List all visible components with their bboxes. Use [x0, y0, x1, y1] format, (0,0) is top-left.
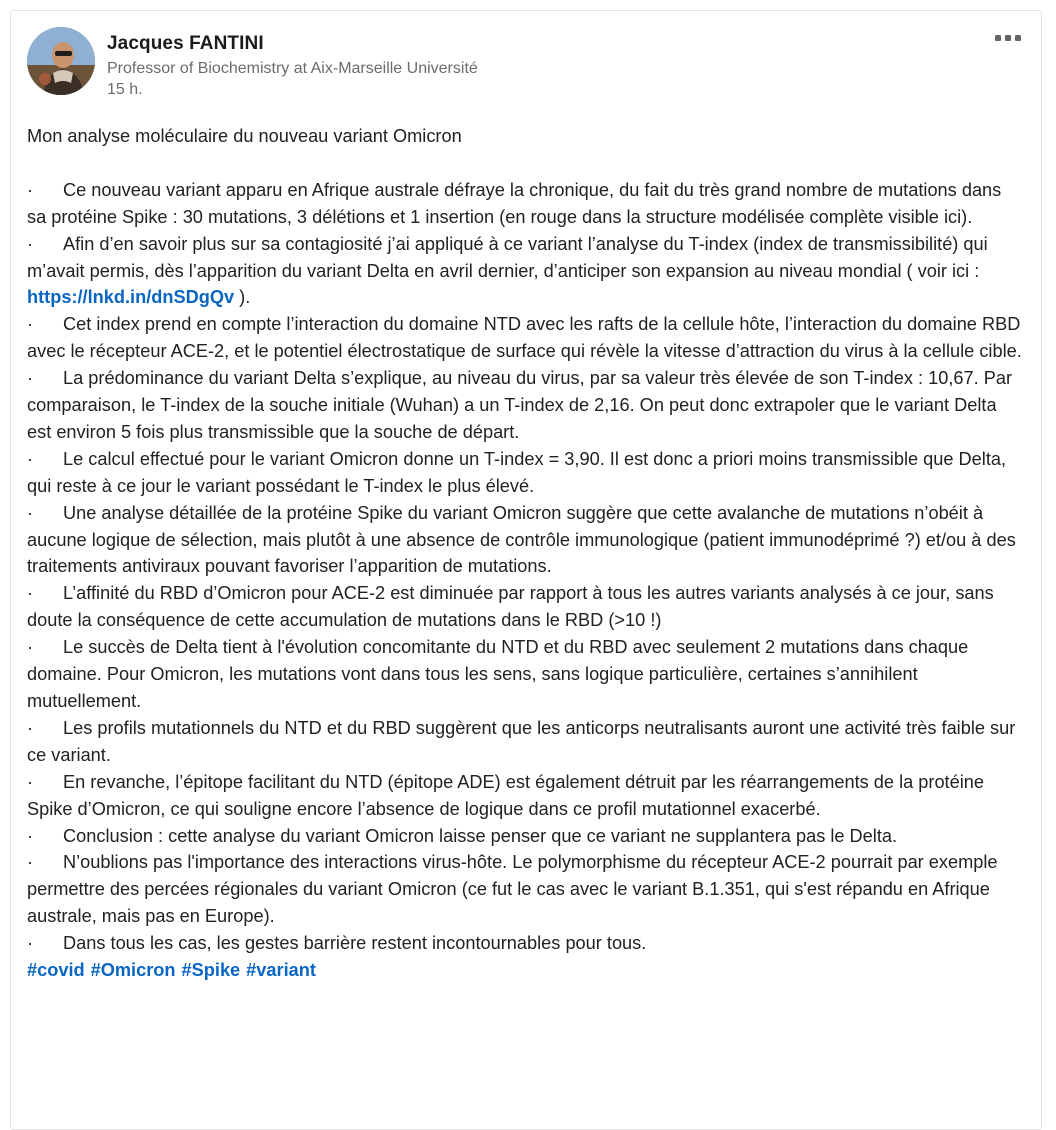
- bullet-icon: ·: [27, 933, 34, 954]
- bullet-icon: ·: [27, 825, 34, 846]
- bullet-icon: ·: [27, 233, 34, 254]
- avatar[interactable]: [27, 27, 95, 95]
- bullet-icon: ·: [27, 502, 34, 523]
- hashtag-spike[interactable]: #Spike: [181, 960, 241, 981]
- post-title: Mon analyse moléculaire du nouveau variant Omicron: [27, 126, 462, 146]
- paragraph: · Cet index prend en compte l’interaction du domaine NTD avec les rafts de la cellule hôte, l’interaction du domaine RBD avec le récepteur ACE-2, et le potentiel électrostatique de surface qui révèle la vitesse d’attraction du virus à la cellule cible.: [27, 311, 1023, 365]
- paragraph: · Conclusion : cette analyse du variant Omicron laisse penser que ce variant ne supplantera pas le Delta.: [27, 823, 1023, 850]
- more-dot: [995, 35, 1001, 41]
- paragraph: · Ce nouveau variant apparu en Afrique australe défraye la chronique, du fait du très grand nombre de mutations dans sa protéine Spike : 30 mutations, 3 délétions et 1 insertion (en rouge dans la structure modélisée complète visible ici).: [27, 177, 1023, 231]
- bullet-icon: ·: [27, 314, 34, 335]
- post-body: [27, 123, 1023, 984]
- bullet-icon: ·: [27, 448, 34, 469]
- hashtag-omicron[interactable]: #Omicron: [90, 960, 176, 981]
- paragraph: · En revanche, l’épitope facilitant du NTD (épitope ADE) est également détruit par les réarrangements de la protéine Spike d’Omicron, ce qui souligne encore l’absence de logique dans ce profil mutationnel exacerbé.: [27, 769, 1023, 823]
- post-timestamp: 15 h.: [107, 81, 143, 98]
- paragraph: · N’oublions pas l'importance des interactions virus-hôte. Le polymorphisme du récepteur ACE-2 pourrait par exemple permettre des percées régionales du variant Omicron (ce fut le cas avec le variant B.1.351, qui s'est répandu en Afrique australe, mais pas en Europe).: [27, 849, 1023, 930]
- author-headline: Professor of Biochemistry at Aix-Marseille Université: [107, 60, 478, 77]
- more-dot: [1015, 35, 1021, 41]
- bullet-icon: ·: [27, 717, 34, 738]
- bullet-icon: ·: [27, 368, 34, 389]
- bullet-icon: ·: [27, 637, 34, 658]
- bullet-icon: ·: [27, 583, 34, 604]
- paragraph: · Dans tous les cas, les gestes barrière restent incontournables pour tous.: [27, 930, 1023, 957]
- paragraph: · L’affinité du RBD d’Omicron pour ACE-2 est diminuée par rapport à tous les autres variants analysés à ce jour, sans doute la conséquence de cette accumulation de mutations dans le RBD (>10 !): [27, 580, 1023, 634]
- paragraph: · Les profils mutationnels du NTD et du RBD suggèrent que les anticorps neutralisants auront une activité très faible sur ce variant.: [27, 715, 1023, 769]
- post-card: [10, 10, 1042, 1130]
- article-link[interactable]: https://lnkd.in/dnSDgQv: [27, 287, 235, 308]
- paragraph: · Afin d’en savoir plus sur sa contagiosité j’ai appliqué à ce variant l’analyse du T-index (index de transmissibilité) qui m’avait permis, dès l’apparition du variant Delta en avril dernier, d’anticiper son expansion au niveau mondial ( voir ici : https://lnkd.in/dnSDgQv ).: [27, 231, 1023, 312]
- paragraph: · Une analyse détaillée de la protéine Spike du variant Omicron suggère que cette avalanche de mutations n’obéit à aucune logique de sélection, mais plutôt à une absence de contrôle immunologique (patient immunodéprimé ?) et/ou à des traitements antiviraux pouvant favoriser l’apparition de mutations.: [27, 500, 1023, 581]
- more-options-icon[interactable]: [995, 35, 1021, 41]
- author-name[interactable]: Jacques FANTINI: [107, 33, 264, 54]
- paragraph: · Le calcul effectué pour le variant Omicron donne un T-index = 3,90. Il est donc a priori moins transmissible que Delta, qui reste à ce jour le variant possédant le T-index le plus élevé.: [27, 446, 1023, 500]
- more-dot: [1005, 35, 1011, 41]
- bullet-icon: ·: [27, 771, 34, 792]
- paragraph: · La prédominance du variant Delta s’explique, au niveau du virus, par sa valeur très élevée de son T-index : 10,67. Par comparaison, le T-index de la souche initiale (Wuhan) a un T-index de 2,16. On peut donc extrapoler que le variant Delta est environ 5 fois plus transmissible que la souche de départ.: [27, 365, 1023, 446]
- hashtag-variant[interactable]: #variant: [246, 960, 316, 981]
- hashtag-list: [27, 957, 1023, 984]
- paragraph: · Le succès de Delta tient à l'évolution concomitante du NTD et du RBD avec seulement 2 mutations dans chaque domaine. Pour Omicron, les mutations vont dans tous les sens, sans logique particulière, certaines s’annihilent mutuellement.: [27, 634, 1023, 715]
- profile-photo-icon: [27, 27, 95, 95]
- bullet-icon: ·: [27, 179, 34, 200]
- bullet-icon: ·: [27, 852, 34, 873]
- hashtag-covid[interactable]: #covid: [27, 960, 85, 981]
